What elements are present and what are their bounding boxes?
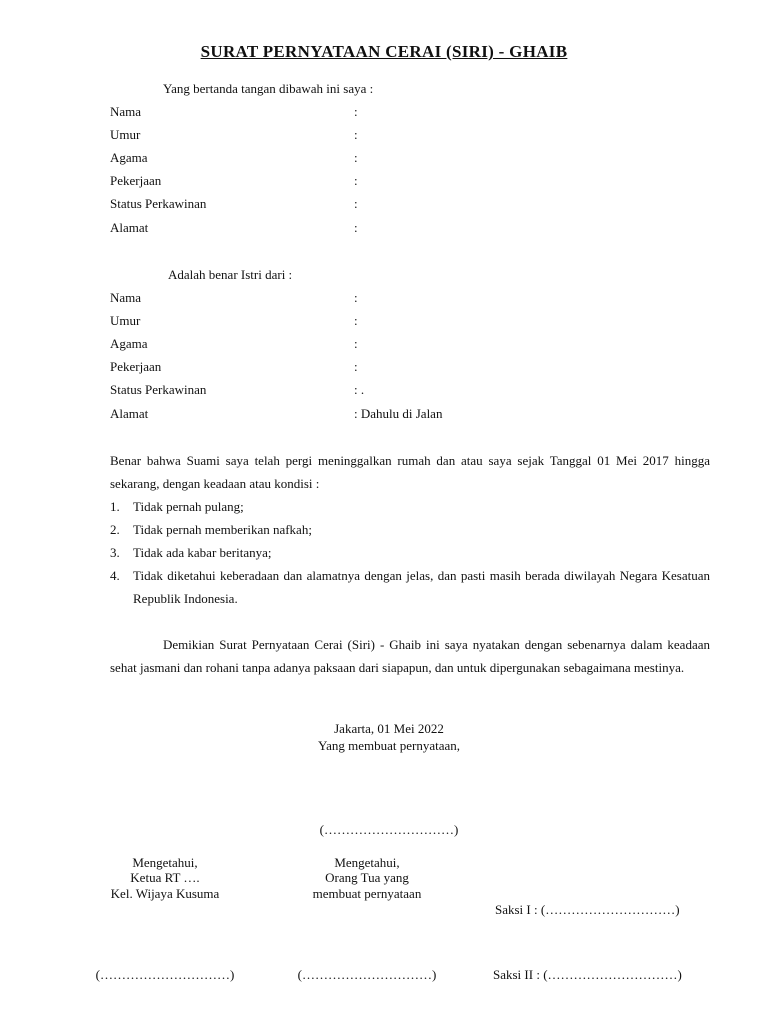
declarant-intro: Yang bertanda tangan dibawah ini saya :	[163, 81, 374, 96]
husband-label-age: Umur	[110, 313, 141, 328]
field-label-marital-status: Status Perkawinan	[110, 196, 207, 211]
husband-label-occupation: Pekerjaan	[110, 359, 162, 374]
field-value-marital-status: :	[354, 196, 358, 211]
husband-value-address: : Dahulu di Jalan	[354, 406, 443, 421]
list-item	[110, 564, 710, 610]
field-label-name: Nama	[110, 104, 142, 119]
field-label-address: Alamat	[110, 220, 149, 235]
list-item-number: 2.	[110, 522, 120, 537]
list-item-number: 1.	[110, 499, 120, 514]
list-item-text: Tidak pernah pulang;	[133, 499, 244, 514]
witness-1-line: Saksi I : (…………………………)	[495, 902, 680, 917]
list-item-text: Tidak pernah memberikan nafkah;	[133, 522, 312, 537]
list-item-text: Tidak ada kabar beritanya;	[133, 545, 272, 560]
rt-line-3: Kel. Wijaya Kusuma	[110, 886, 220, 901]
husband-value-name: :	[354, 290, 358, 305]
parent-line-1: Mengetahui,	[334, 855, 400, 870]
husband-intro: Adalah benar Istri dari :	[168, 267, 293, 282]
closing-paragraph: Demikian Surat Pernyataan Cerai (Siri) - Ghaib ini saya nyatakan dengan sebenarnya dalam keadaan sehat jasmani dan rohani tanpa adanya paksaan dari siapapun, dan untuk dipergunakan sebagaimana mestinya.	[110, 637, 710, 675]
list-item-number: 4.	[110, 568, 120, 583]
field-value-address: :	[354, 220, 358, 235]
field-label-religion: Agama	[110, 150, 148, 165]
parent-line-3: membuat pernyataan	[312, 886, 422, 901]
field-label-age: Umur	[110, 127, 141, 142]
list-item-number: 3.	[110, 545, 120, 560]
husband-value-age: :	[354, 313, 358, 328]
parent-line-2: Orang Tua yang	[325, 870, 409, 885]
husband-value-marital-status: : .	[354, 382, 365, 397]
list-item	[110, 541, 710, 564]
list-item-text: Tidak diketahui keberadaan dan alamatnya dengan jelas, dan pasti masih berada diwilayah Negara Kesatuan Republik Indonesia.	[133, 568, 710, 606]
husband-label-marital-status: Status Perkawinan	[110, 382, 207, 397]
field-value-occupation: :	[354, 173, 358, 188]
husband-value-religion: :	[354, 336, 358, 351]
list-item	[110, 495, 710, 518]
field-value-age: :	[354, 127, 358, 142]
rt-line-1: Mengetahui,	[132, 855, 198, 870]
parent-signature-line: (…………………………)	[297, 967, 437, 982]
husband-value-occupation: :	[354, 359, 358, 374]
witness-2-line: Saksi II : (…………………………)	[493, 967, 682, 982]
list-item	[110, 518, 710, 541]
place-date: Jakarta, 01 Mei 2022	[334, 721, 444, 736]
statement-paragraph: Benar bahwa Suami saya telah pergi meninggalkan rumah dan atau saya sejak Tanggal 01 Mei 2017 hingga sekarang, dengan keadaan atau kondisi :	[110, 453, 710, 491]
field-label-occupation: Pekerjaan	[110, 173, 162, 188]
rt-signature-line: (…………………………)	[95, 967, 235, 982]
document-title: SURAT PERNYATAAN CERAI (SIRI) - GHAIB	[200, 42, 568, 61]
husband-label-address: Alamat	[110, 406, 149, 421]
maker-signature-line: (…………………………)	[319, 822, 459, 837]
husband-label-religion: Agama	[110, 336, 148, 351]
maker-label: Yang membuat pernyataan,	[317, 738, 460, 753]
field-value-religion: :	[354, 150, 358, 165]
husband-label-name: Nama	[110, 290, 142, 305]
rt-line-2: Ketua RT ….	[130, 870, 200, 885]
field-value-name: :	[354, 104, 358, 119]
